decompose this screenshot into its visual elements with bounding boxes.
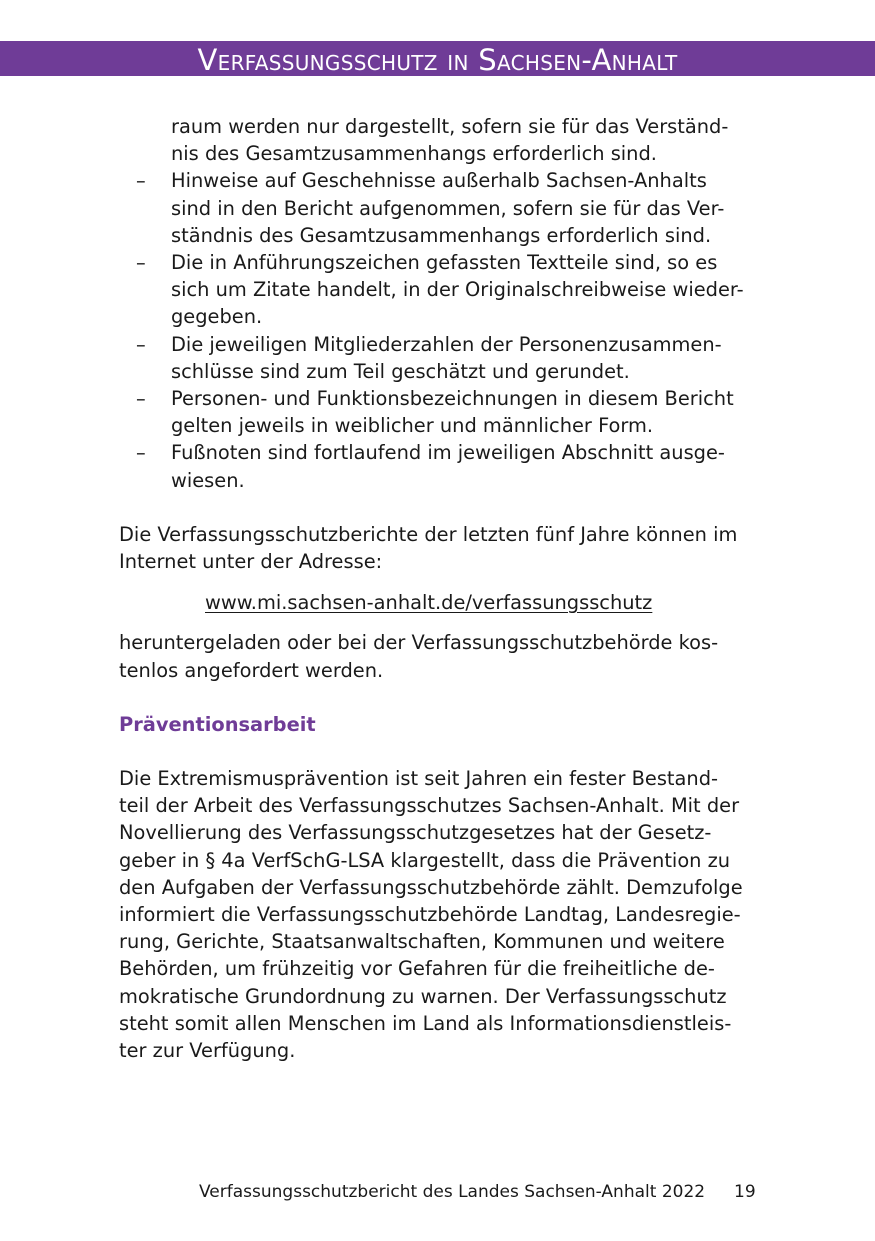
url-line: [119, 589, 759, 616]
text-line: gegeben.: [171, 305, 263, 329]
text-line: sich um Zitate handelt, in der Originalschreibweise wieder-: [171, 278, 744, 302]
dash-bullet: –: [136, 441, 146, 465]
list-item: [119, 331, 759, 385]
list-item: [119, 249, 759, 331]
list-item: [119, 385, 759, 439]
text-line: tenlos angefordert werden.: [119, 658, 384, 682]
main-content: [119, 113, 759, 1064]
list-item: [119, 167, 759, 249]
text-line: nis des Gesamtzusammenhangs erforderlich sind.: [171, 142, 657, 166]
text-line: geber in § 4a VerfSchG-LSA klargestellt, dass die Prävention zu: [119, 848, 731, 872]
text-line: Die in Anführungszeichen gefassten Textteile sind, so es: [171, 251, 718, 275]
text-line: heruntergeladen oder bei der Verfassungsschutzbehörde kos-: [119, 631, 719, 655]
internet-paragraph: [119, 521, 759, 575]
text-line: Behörden, um frühzeitig vor Gefahren für die freiheitliche de-: [119, 957, 715, 981]
text-line: Die Extremismusprävention ist seit Jahren ein fester Bestand-: [119, 767, 719, 791]
text-line: Internet unter der Adresse:: [119, 550, 383, 574]
text-line: informiert die Verfassungsschutzbehörde Landtag, Landesregie-: [119, 903, 741, 927]
text-line: rung, Gerichte, Staatsanwaltschaften, Kommunen und weitere: [119, 930, 725, 954]
text-line: ter zur Verfügung.: [119, 1039, 296, 1063]
dash-bullet: –: [136, 387, 146, 411]
list-continuation: [119, 113, 759, 167]
dash-bullet: –: [136, 251, 146, 275]
text-line: den Aufgaben der Verfassungsschutzbehörde zählt. Demzufolge: [119, 875, 743, 899]
page-number: 19: [734, 1182, 756, 1202]
notes-list: [119, 167, 759, 493]
download-paragraph: [119, 629, 759, 683]
dash-bullet: –: [136, 332, 146, 356]
footer-text: Verfassungsschutzbericht des Landes Sachsen-Anhalt 2022: [199, 1182, 706, 1202]
text-line: wiesen.: [171, 468, 245, 492]
text-line: Personen- und Funktionsbezeichnungen in diesem Bericht: [171, 387, 734, 411]
text-line: schlüsse sind zum Teil geschätzt und gerundet.: [171, 359, 630, 383]
text-line: Hinweise auf Geschehnisse außerhalb Sachsen-Anhalts: [171, 169, 707, 193]
prevention-paragraph: [119, 765, 759, 1064]
page-header-title: Verfassungsschutz in Sachsen-Anhalt: [197, 43, 678, 77]
text-line: steht somit allen Menschen im Land als Informationsdienstleis-: [119, 1011, 732, 1035]
text-line: gelten jeweils in weiblicher und männlicher Form.: [171, 414, 654, 438]
text-line: ständnis des Gesamtzusammenhangs erforderlich sind.: [171, 223, 712, 247]
text-line: Novellierung des Verfassungsschutzgesetzes hat der Gesetz-: [119, 821, 712, 845]
text-line: sind in den Bericht aufgenommen, sofern sie für das Ver-: [171, 196, 725, 220]
list-item: [119, 439, 759, 493]
text-line: mokratische Grundordnung zu warnen. Der Verfassungsschutz: [119, 984, 727, 1008]
text-line: Fußnoten sind fortlaufend im jeweiligen Abschnitt ausge-: [171, 441, 725, 465]
text-line: Die Verfassungsschutzberichte der letzten fünf Jahre können im: [119, 522, 738, 546]
section-heading: Präventionsarbeit: [119, 712, 316, 736]
text-line: raum werden nur dargestellt, sofern sie für das Verständ-: [171, 115, 729, 138]
text-line: teil der Arbeit des Verfassungsschutzes Sachsen-Anhalt. Mit der: [119, 794, 740, 818]
text-line: Die jeweiligen Mitgliederzahlen der Personenzusammen-: [171, 332, 722, 356]
header-bar: [0, 41, 875, 76]
dash-bullet: –: [136, 169, 146, 193]
website-link[interactable]: www.mi.sachsen-anhalt.de/verfassungsschutz: [205, 591, 653, 615]
